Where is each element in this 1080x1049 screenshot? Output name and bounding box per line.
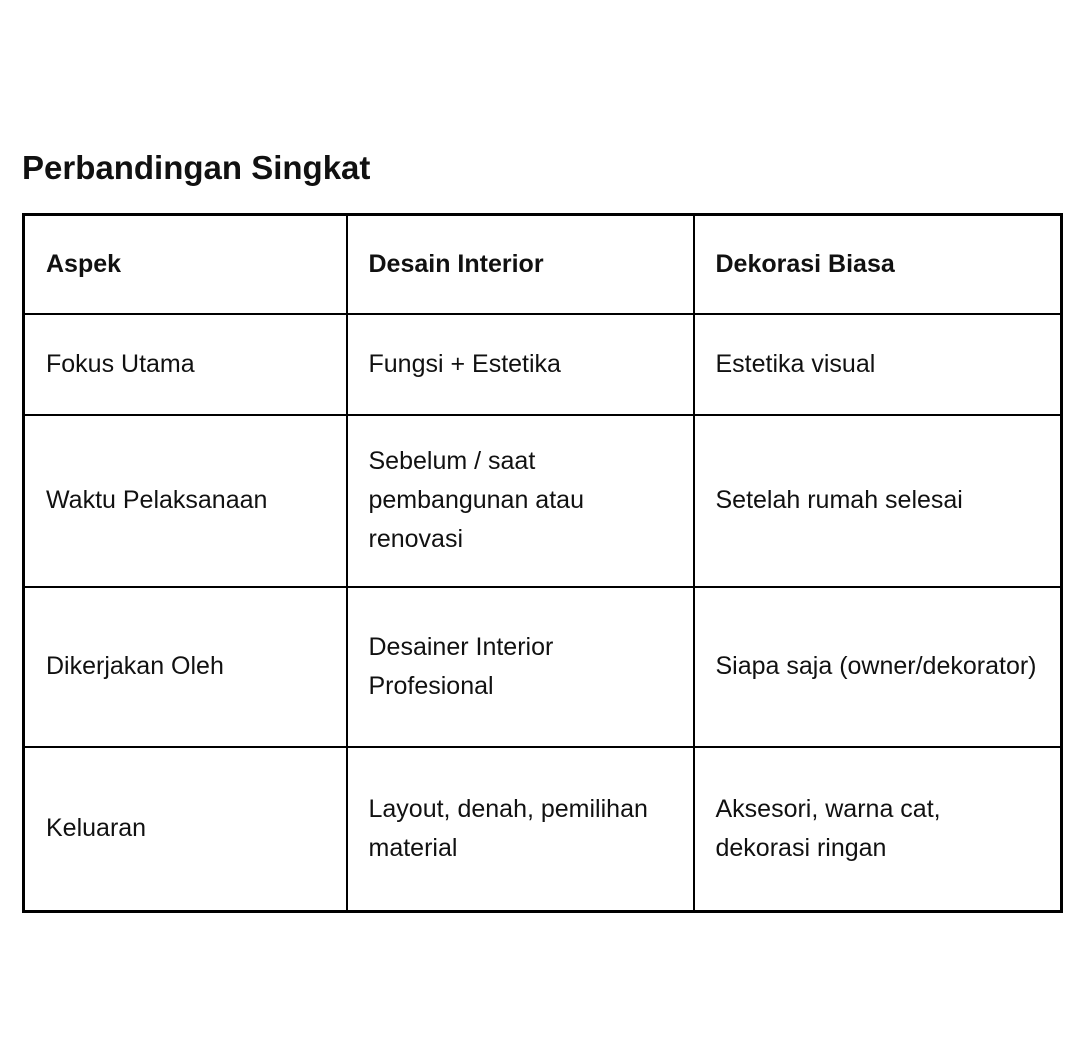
cell-aspek-waktu-pelaksanaan: Waktu Pelaksanaan — [24, 415, 347, 587]
cell-desain-keluaran: Layout, denah, pemilihan material — [347, 747, 694, 912]
cell-desain-waktu-pelaksanaan: Sebelum / saat pembangunan atau renovasi — [347, 415, 694, 587]
cell-desain-dikerjakan-oleh: Desainer Interior Profesional — [347, 587, 694, 747]
cell-desain-fokus-utama: Fungsi + Estetika — [347, 314, 694, 415]
cell-dekorasi-waktu-pelaksanaan: Setelah rumah selesai — [694, 415, 1062, 587]
header-cell-aspek: Aspek — [24, 215, 347, 314]
table-row — [24, 747, 1062, 912]
cell-dekorasi-keluaran: Aksesori, warna cat, dekorasi ringan — [694, 747, 1062, 912]
cell-aspek-dikerjakan-oleh: Dikerjakan Oleh — [24, 587, 347, 747]
table-header-row — [24, 215, 1062, 314]
cell-aspek-fokus-utama: Fokus Utama — [24, 314, 347, 415]
table-row — [24, 587, 1062, 747]
table-row — [24, 415, 1062, 587]
page-title: Perbandingan Singkat — [22, 149, 371, 186]
cell-dekorasi-fokus-utama: Estetika visual — [694, 314, 1062, 415]
comparison-table — [22, 213, 1063, 913]
table-row — [24, 314, 1062, 415]
header-cell-desain-interior: Desain Interior — [347, 215, 694, 314]
cell-dekorasi-dikerjakan-oleh: Siapa saja (owner/dekorator) — [694, 587, 1062, 747]
cell-aspek-keluaran: Keluaran — [24, 747, 347, 912]
header-cell-dekorasi-biasa: Dekorasi Biasa — [694, 215, 1062, 314]
